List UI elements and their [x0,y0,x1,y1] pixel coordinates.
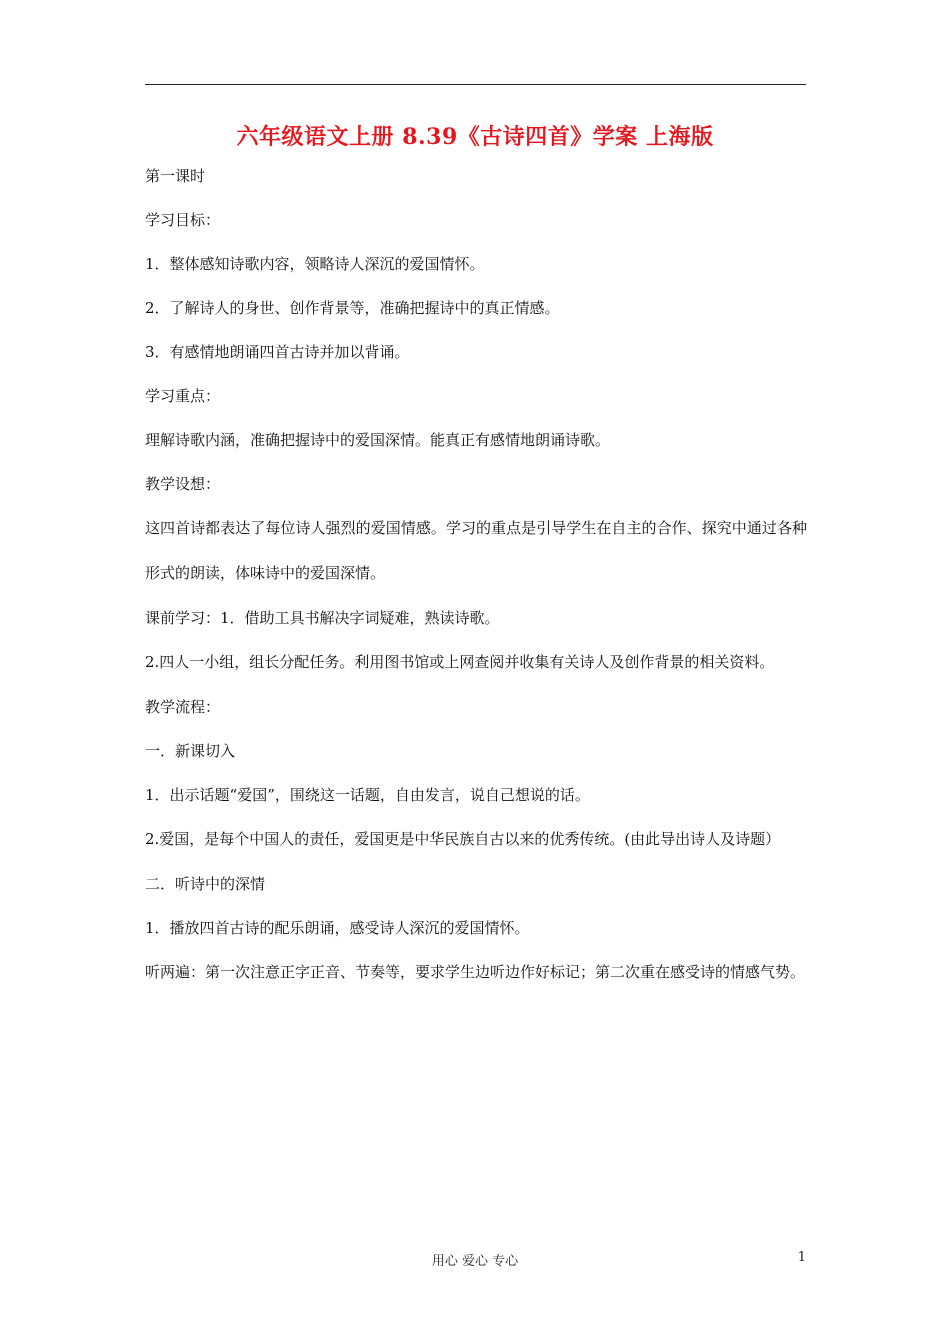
paragraph-step-2: 2.爱国，是每个中国人的责任，爱国更是中华民族自古以来的优秀传统。(由此导出诗人及诗题） [145,830,781,848]
paragraph-listen-1: 1．播放四首古诗的配乐朗诵，感受诗人深沉的爱国情怀。 [145,919,530,937]
paragraph-objectives-heading: 学习目标： [145,211,221,229]
paragraph-step-1: 1．出示话题“爱国”，围绕这一话题，自由发言，说自己想说的话。 [145,786,590,804]
paragraph-objective-3: 3．有感情地朗诵四首古诗并加以背诵。 [145,343,410,361]
paragraph-prestudy-2: 2.四人一小组，组长分配任务。利用图书馆或上网查阅并收集有关诗人及创作背景的相关资料。 [145,653,775,671]
paragraph-process-heading: 教学流程： [145,698,221,716]
paragraph-key-points-heading: 学习重点： [145,387,221,405]
paragraph-design-heading: 教学设想： [145,475,221,493]
paragraph-objective-1: 1．整体感知诗歌内容，领略诗人深沉的爱国情怀。 [145,255,485,273]
paragraph-listen-twice: 听两遍：第一次注意正字正音、节奏等，要求学生边听边作好标记；第二次重在感受诗的情感气势。 [145,963,806,981]
paragraph-key-points: 理解诗歌内涵，准确把握诗中的爱国深情。能真正有感情地朗诵诗歌。 [145,431,611,449]
page-number: 1 [797,1250,806,1265]
paragraph-lesson: 第一课时 [145,167,206,185]
footer-motto: 用心 爱心 专心 [431,1254,519,1269]
document-title: 六年级语文上册 8.39《古诗四首》学案 上海版 [236,124,714,150]
paragraph-section-2: 二．听诗中的深情 [145,875,266,893]
paragraph-design: 这四首诗都表达了每位诗人强烈的爱国情感。学习的重点是引导学生在自主的合作、探究中通过各种形式的朗读，体味诗中的爱国深情。 [145,519,807,582]
document-body [145,165,807,1006]
paragraph-section-1: 一．新课切入 [145,742,236,760]
paragraph-prestudy-1: 课前学习：1．借助工具书解决字词疑难，熟读诗歌。 [145,609,500,627]
header-rule [145,84,806,85]
paragraph-objective-2: 2．了解诗人的身世、创作背景等，准确把握诗中的真正情感。 [145,299,560,317]
